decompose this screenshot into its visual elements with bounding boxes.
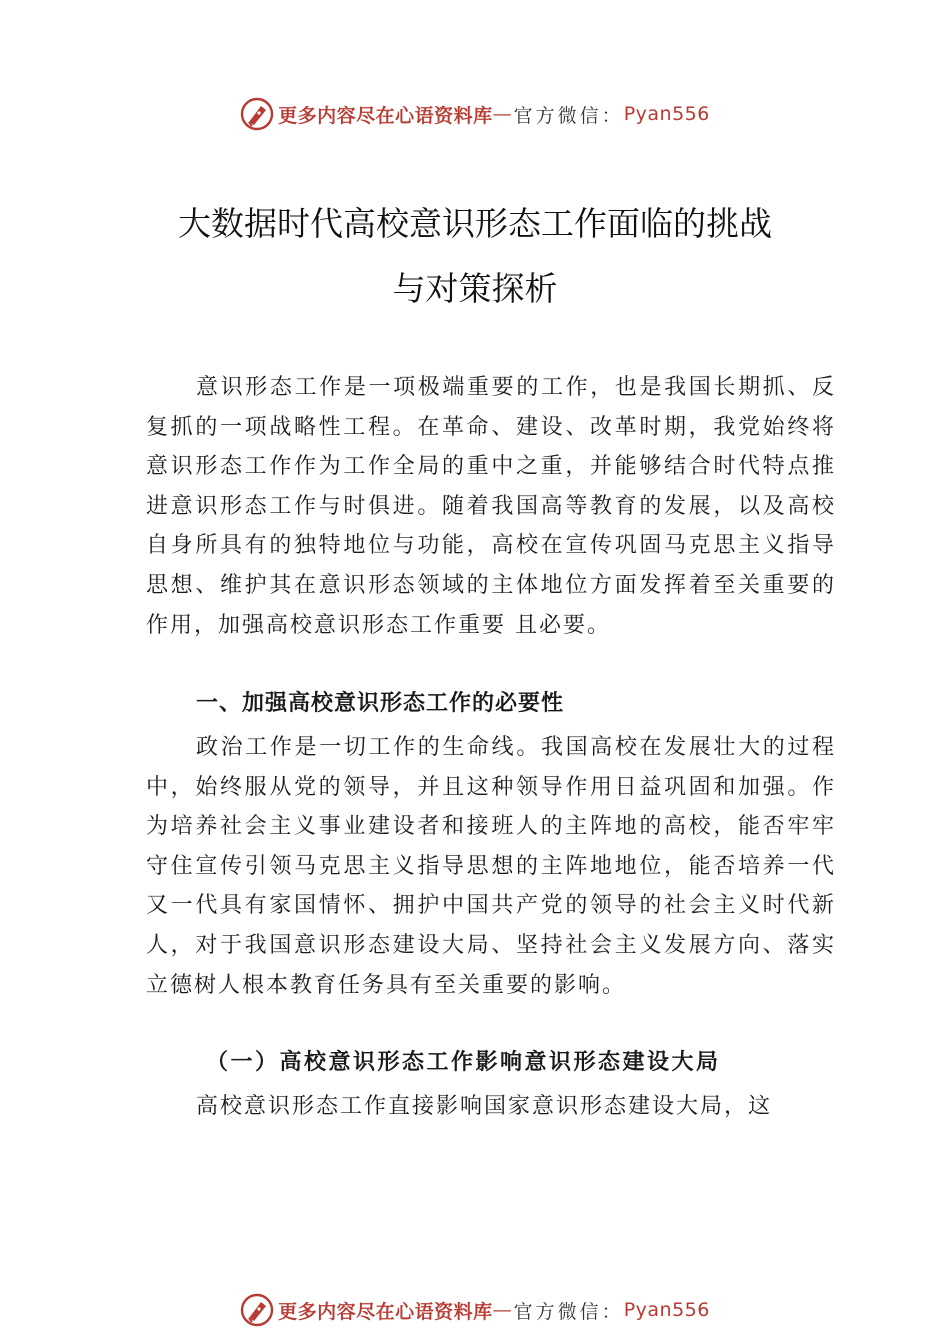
footer-watermark-banner: [0, 1290, 950, 1330]
wechat-id: Pyan556: [623, 1299, 710, 1321]
banner-separator: —: [492, 1299, 512, 1321]
document-title-line2: 与对策探析: [392, 269, 558, 308]
brand-text: 更多内容尽在心语资料库: [278, 1300, 493, 1323]
body-paragraph-2: 政治工作是一切工作的生命线。我国高校在发展壮大的过程中，始终服从党的领导，并且这种领导作用日益巩固和加强。作为培养社会主义事业建设者和接班人的主阵地的高校，能否牢牢守住宣传引领马克思主义指导思想的主阵地地位，能否培养一代又一代具有家国情怀、拥护中国共产党的领导的社会主义时代新人，对于我国意识形态建设大局、坚持社会主义发展方向、落实立德树人根本教育任务具有至关重要的影响。: [146, 735, 836, 998]
header-watermark-banner: [0, 94, 950, 134]
body-paragraph-3: 高校意识形态工作直接影响国家意识形态建设大局，这: [196, 1094, 773, 1119]
pen-nib-logo-icon: [240, 1293, 274, 1327]
document-title-line1: 大数据时代高校意识形态工作面临的挑战: [178, 204, 772, 243]
section-heading-1: 一、加强高校意识形态工作的必要性: [196, 691, 565, 716]
wechat-id: Pyan556: [623, 103, 710, 125]
banner-separator: —: [492, 103, 512, 125]
pen-nib-logo-icon: [240, 97, 274, 131]
brand-text: 更多内容尽在心语资料库: [278, 104, 493, 127]
wechat-label: 官方微信：: [513, 104, 624, 127]
intro-paragraph: 意识形态工作是一项极端重要的工作，也是我国长期抓、反复抓的一项战略性工程。在革命、建设、改革时期，我党始终将意识形态工作作为工作全局的重中之重，并能够结合时代特点推进意识形态工作与时俱进。随着我国高等教育的发展，以及高校自身所具有的独特地位与功能，高校在宣传巩固马克思主义指导思想、维护其在意识形态领域的主体地位方面发挥着至关重要的作用，加强高校意识形态工作重要 且必要。: [146, 375, 836, 638]
subsection-heading-1: （一）高校意识形态工作影响意识形态建设大局: [206, 1049, 721, 1075]
wechat-label: 官方微信：: [513, 1300, 624, 1323]
